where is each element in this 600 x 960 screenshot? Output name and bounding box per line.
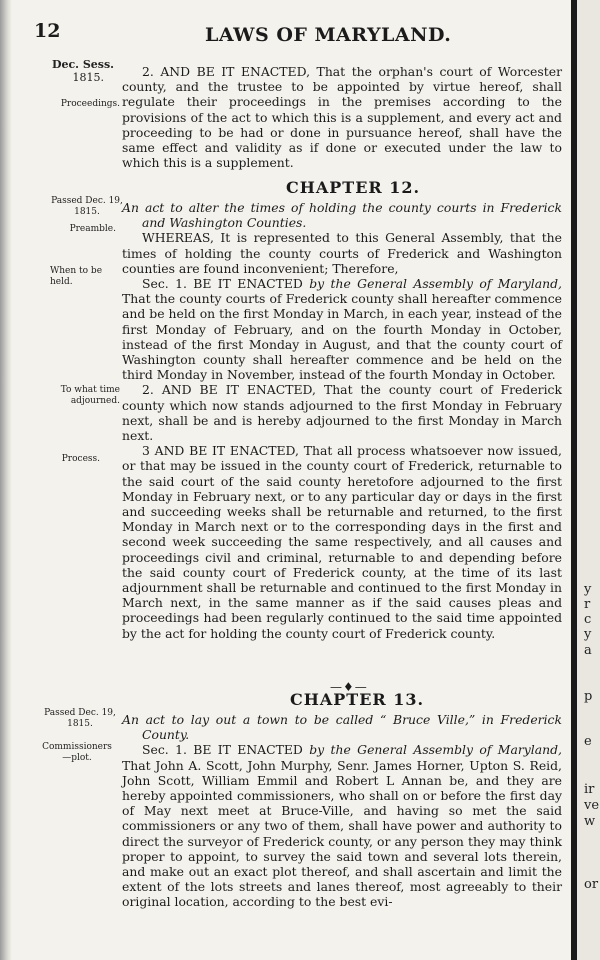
binding-edge bbox=[0, 0, 12, 960]
margin-year: 1815. bbox=[72, 71, 104, 84]
chapter-13-section-1 bbox=[122, 742, 562, 909]
chapter-12-section-1 bbox=[122, 276, 562, 382]
chapter-12-title: An act to alter the times of holding the county courts in Frederick and Washington Counties. bbox=[122, 200, 562, 231]
margin-proceedings: Proceedings. bbox=[60, 99, 120, 109]
adjacent-fragment: e bbox=[584, 734, 592, 749]
margin-to-what-time: To what time adjourned. bbox=[60, 385, 120, 406]
adjacent-fragment: p bbox=[584, 689, 593, 704]
chapter-13-heading: CHAPTER 13. bbox=[290, 690, 425, 709]
chapter-12-section-2: 2. AND BE IT ENACTED, That the county court of Frederick county which now stands adjourned to the first Monday in February next, shall be and is hereby adjourned to the first Monday in March next. bbox=[122, 382, 562, 444]
chapter-13 bbox=[122, 712, 562, 910]
chapter-12 bbox=[122, 200, 562, 641]
chapter-12-section-3: 3 AND BE IT ENACTED, That all process whatsoever now issued, or that may be issued in the county court of Frederick, returnable to the said court of the said county heretofore adjourned to the first Monday in February next, or to any particular day or days in the first and succeeding weeks shall be returnable and returned, to the first Monday in March next or to the corresponding days in the first and second week succeeding the same respectively, and all causes and proceedings civil and criminal, returnable to and depending before the said county court of Frederick county, at the time of its last adjournment shall be returnable and continued to the first Monday in March next, in the same manner as if the said causes pleas and proceedings had been regularly continued to the said time appointed by the act for holding the county court of Frederick county. bbox=[122, 443, 562, 641]
margin-passed-ch13: Passed Dec. 19, 1815. bbox=[44, 708, 116, 729]
margin-passed-ch12: Passed Dec. 19, 1815. bbox=[51, 196, 123, 217]
adjacent-fragment: a bbox=[584, 643, 592, 658]
enacting-clause: Sec. 1. BE IT ENACTED bbox=[142, 276, 303, 292]
adjacent-fragment: y bbox=[584, 627, 592, 642]
chapter-12-preamble: WHEREAS, It is represented to this General Assembly, that the times of holding the county courts of Frederick and Washington counties are found inconvenient; Therefore, bbox=[122, 230, 562, 276]
section-text: 2. AND BE IT ENACTED, That the orphan's court of Worcester county, and the trustee to be appointed by virtue hereof, shall regulate their proceedings in the premises according to the provisions of the act to which this is a supplement, and every act and proceeding to be had or done in pursuance hereof, shall have the same effect and validity as if done or executed under the law to which this is a supplement. bbox=[122, 64, 562, 171]
margin-process: Process. bbox=[61, 454, 100, 464]
enacting-clause: Sec. 1. BE IT ENACTED bbox=[142, 742, 303, 758]
adjacent-fragment: c bbox=[584, 612, 592, 627]
adjacent-fragment: ir bbox=[584, 782, 595, 797]
adjacent-fragment: y bbox=[584, 582, 592, 597]
chapter-13-title: An act to lay out a town to be called “ Bruce Ville,” in Frederick County. bbox=[122, 712, 562, 743]
adjacent-fragment: ve bbox=[584, 798, 600, 813]
margin-preamble: Preamble. bbox=[69, 224, 116, 234]
general-assembly-clause: by the General Assembly of Maryland, bbox=[302, 742, 562, 758]
chapter-12-heading: CHAPTER 12. bbox=[286, 178, 421, 197]
adjacent-fragment: r bbox=[584, 597, 591, 612]
margin-session: Dec. Sess. bbox=[51, 58, 114, 71]
page-number: 12 bbox=[34, 20, 61, 42]
section-previous bbox=[122, 64, 562, 170]
section-text: That the county courts of Frederick county shall hereafter commence and be held on the first Monday in March, in each year, instead of the first Monday of February, and on the fourth Monday in October, instead of the first Monday in August, and that the county court of Washington county shall hereafter commence and be held on the third Monday in November, instead of the fourth Monday in October. bbox=[122, 291, 562, 383]
adjacent-fragment: or bbox=[584, 877, 599, 892]
general-assembly-clause: by the General Assembly of Maryland, bbox=[302, 276, 562, 292]
section-text: That John A. Scott, John Murphy, Senr. James Horner, Upton S. Reid, John Scott, William Emmil and Robert L Annan be, and they are hereby appointed commissioners, who shall on or before the first day of May next meet at Bruce-Ville, and having so met the said commissioners or any two of them, shall have power and authority to direct the surveyor of Frederick county, or any person they may think proper to appoint, to survey the said town and several lots therein, and make out an exact plot thereof, and shall ascertain and limit the extent of the lots streets and lanes thereof, most agreeably to their original location, according to the best evi- bbox=[122, 757, 562, 910]
margin-commissioners: Commissioners—plot. bbox=[42, 742, 112, 763]
adjacent-fragment: w bbox=[584, 814, 596, 829]
margin-when-held: When to be held. bbox=[50, 266, 103, 287]
running-title: LAWS OF MARYLAND. bbox=[205, 24, 452, 46]
chapter-ornament-icon: —♦— bbox=[330, 680, 368, 694]
